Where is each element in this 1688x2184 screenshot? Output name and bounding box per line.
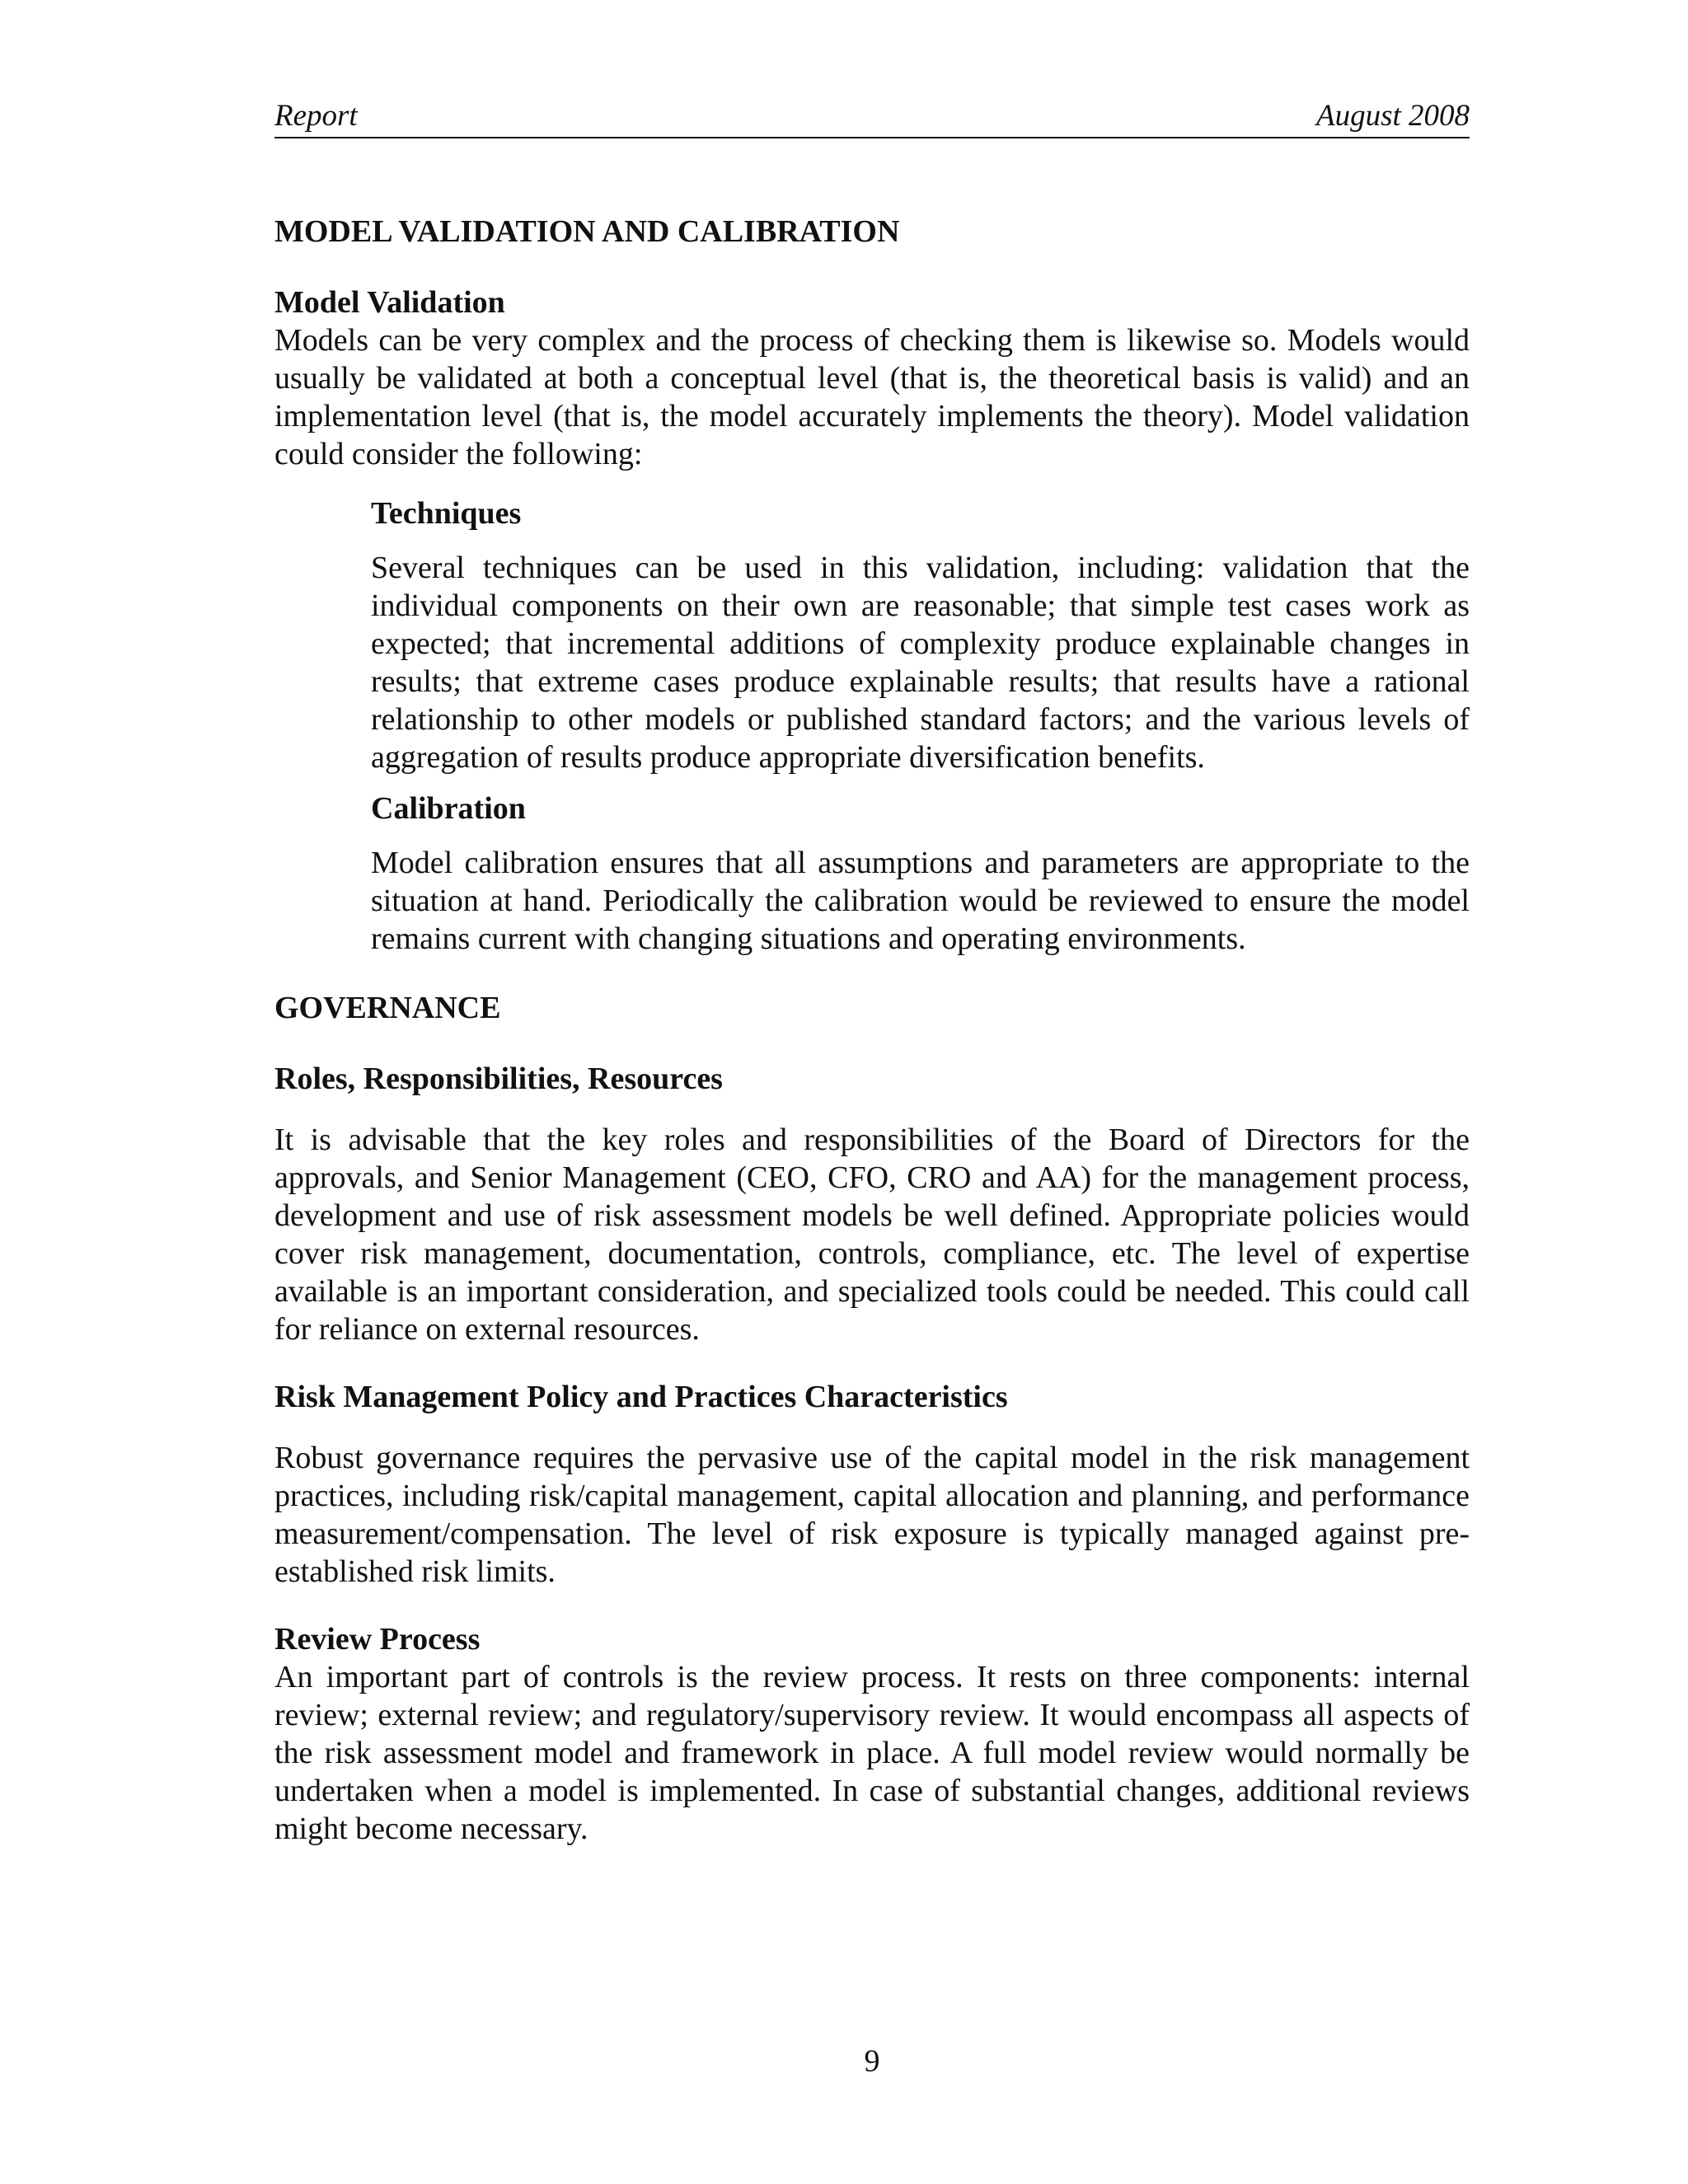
section-governance <box>274 989 1470 1027</box>
paragraph: Models can be very complex and the process of checking them is likewise so. Models would usually be validated at both a conceptual level (that is, the theoretical basis is valid) and an implementation level (that is, the model accurately implements the theory). Model validation could consider the following: <box>274 323 1470 471</box>
paragraph: Several techniques can be used in this validation, including: validation that the individual components on their own are reasonable; that simple test cases work as expected; that incremental additions of complexity produce explainable changes in results; that extreme cases produce explainable results; that results have a rational relationship to other models or published standard factors; and the various levels of aggregation of results produce appropriate diversification benefits. <box>371 551 1470 775</box>
paragraph: Model calibration ensures that all assumptions and parameters are appropriate to the situation at hand. Periodically the calibration would be reviewed to ensure the model remains current with changing situations and operating environments. <box>371 846 1470 956</box>
document-page <box>274 0 1470 2184</box>
subsection-heading: Risk Management Policy and Practices Characteristics <box>274 1380 1008 1414</box>
page-number: 9 <box>864 2044 880 2079</box>
subsection-heading: Calibration <box>371 791 526 826</box>
header-date: August 2008 <box>1315 99 1470 133</box>
subsection-calibration <box>371 790 1470 958</box>
section-model-validation-calibration <box>274 213 1470 251</box>
running-header <box>274 97 1470 138</box>
header-report-label: Report <box>274 99 358 133</box>
paragraph: It is advisable that the key roles and responsibilities of the Board of Directors for the approvals, and Senior Management (CEO, CFO, CRO and AA) for the management process, development and use of risk assessment models be well defined. Appropriate policies would cover risk management, documentation, controls, compliance, etc. The level of expertise available is an important consideration, and specialized tools could be needed. This could call for reliance on external resources. <box>274 1122 1470 1347</box>
subsection-roles <box>274 1060 1470 1348</box>
paragraph: Robust governance requires the pervasive use of the capital model in the risk management practices, including risk/capital management, capital allocation and planning, and performance measurement/compensation. The level of risk exposure is typically managed against pre-established risk limits. <box>274 1441 1470 1589</box>
subsection-risk-policy <box>274 1378 1470 1591</box>
section-title: GOVERNANCE <box>274 991 501 1025</box>
subsection-techniques <box>371 494 1470 776</box>
subsection-model-validation <box>274 284 1470 473</box>
subsection-heading: Model Validation <box>274 285 505 320</box>
subsection-heading: Techniques <box>371 496 522 531</box>
paragraph: An important part of controls is the review process. It rests on three components: internal review; external review; and regulatory/supervisory review. It would encompass all aspects of the risk assessment model and framework in place. A full model review would normally be undertaken when a model is implemented. In case of substantial changes, additional reviews might become necessary. <box>274 1660 1470 1846</box>
subsection-heading: Roles, Responsibilities, Resources <box>274 1062 723 1096</box>
subsection-heading: Review Process <box>274 1622 481 1657</box>
section-title: MODEL VALIDATION AND CALIBRATION <box>274 214 900 249</box>
subsection-review-process <box>274 1620 1470 1848</box>
